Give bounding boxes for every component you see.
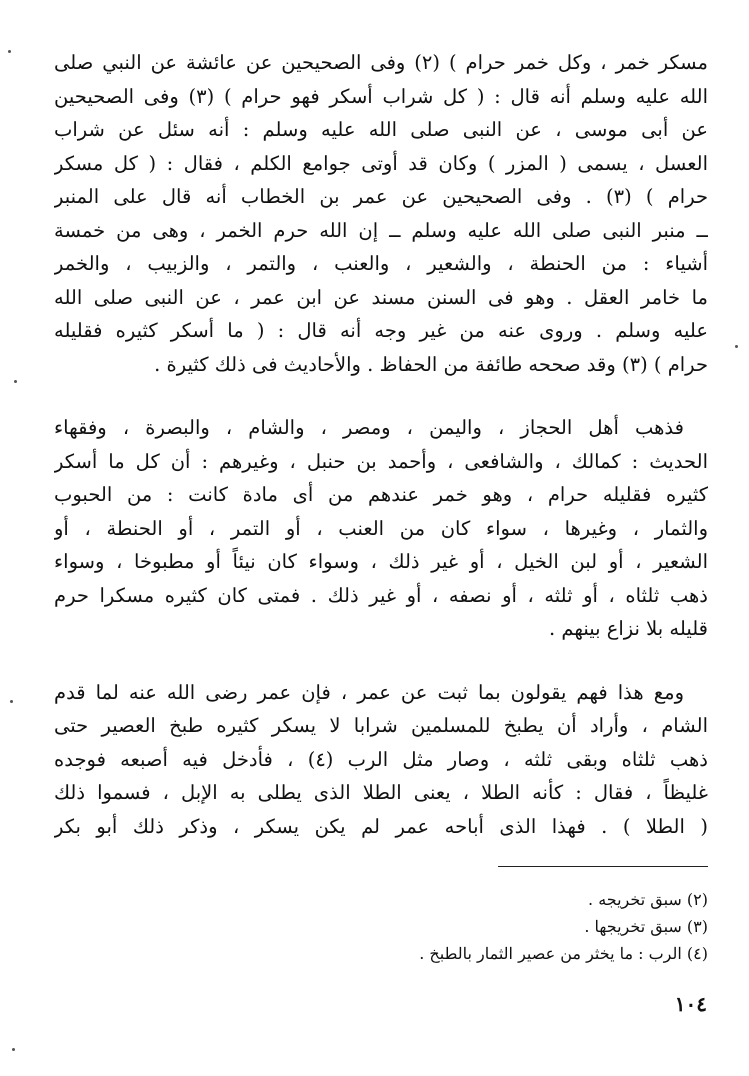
text-line: مسكر خمر ، وكل خمر حرام ) (٢) وفى الصحيحين عن عائشة عن النبي صلى: [54, 51, 708, 74]
scan-speck: [735, 345, 738, 348]
text-line: فذهب أهل الحجاز ، واليمن ، ومصر ، والشام ، والبصرة ، وفقهاء: [54, 416, 684, 439]
text-line: حرام ) (٣) . وفى الصحيحين عن عمر بن الخطاب أنه قال على المنبر: [54, 185, 708, 208]
scan-speck: [12, 1048, 15, 1051]
text-line: الله عليه وسلم أنه قال : ( كل شراب أسكر فهو حرام ) (٣) وفى الصحيحين: [54, 84, 708, 108]
footnote-3: (٣) سبق تخريجها .: [584, 917, 708, 936]
text-line: ــ منبر النبى صلى الله عليه وسلم ــ إن الله حرم الخمر ، وهى من خمسة: [54, 218, 708, 242]
text-line: ذهب ثلثاه ، أو ثلثه ، أو نصفه ، أو غير ذلك . فمتى كان كثيره مسكرا حرم: [54, 583, 708, 607]
text-line: ذهب ثلثاه وبقى ثلثه ، وصار مثل الرب (٤) ، فأدخل فيه أصبعه فوجده: [54, 747, 708, 771]
scan-speck: [8, 50, 11, 53]
main-text: [54, 46, 708, 843]
text-line: عليه وسلم . وروى عنه من غير وجه أنه قال : ( ما أسكر كثيره فقليله: [54, 319, 708, 342]
scan-speck: [10, 700, 13, 703]
text-line: ما خامر العقل . وهو فى السنن مسند عن ابن عمر ، عن النبى صلى الله: [54, 285, 708, 309]
text-line: ( الطلا ) . فهذا الذى أباحه عمر لم يكن يسكر ، وذكر ذلك أبو بكر: [54, 814, 708, 838]
text-line: عن أبى موسى ، عن النبى صلى الله عليه وسلم : أنه سئل عن شراب: [54, 118, 708, 141]
text-line: حرام ) (٣) وقد صححه طائفة من الحفاظ . والأحاديث فى ذلك كثيرة .: [154, 352, 708, 376]
footnote-divider: [498, 866, 708, 867]
text-line: العسل ، يسمى ( المزر ) وكان قد أوتى جوامع الكلم ، فقال : ( كل مسكر: [54, 151, 708, 175]
paragraph-2: [54, 411, 708, 646]
page-number: ١٠٤: [674, 992, 707, 1016]
footnote-2: (٢) سبق تخريجه .: [588, 890, 708, 909]
scan-speck: [14, 380, 17, 383]
text-line: والثمار ، وغيرها ، سواء كان من العنب ، أو التمر ، أو الحنطة ، أو: [54, 516, 708, 540]
text-line: قليله بلا نزاع بينهم .: [548, 617, 708, 640]
footnote-4: (٤) الرب : ما يخثر من عصير الثمار بالطبخ .: [419, 944, 708, 963]
paragraph-1: [54, 46, 708, 381]
paragraph-3: [54, 676, 708, 844]
text-line: أشياء : من الحنطة ، والشعير ، والعنب ، والتمر ، والزبيب ، والخمر: [54, 252, 708, 275]
text-line: الشام ، وأراد أن يطبخ للمسلمين شرابا لا يسكر كثيره طبخ العصير حتى: [54, 714, 708, 737]
text-line: غليظاً ، فقال : كأنه الطلا ، يعنى الطلا الذى يطلى به الإبل ، فسموا ذلك: [54, 781, 708, 804]
text-line: كثيره فقليله حرام ، وهو خمر عندهم من أى مادة كانت : من الحبوب: [54, 483, 708, 506]
text-line: الحديث : كمالك ، والشافعى ، وأحمد بن حنبل ، وغيرهم : أن كل ما أسكر: [54, 449, 708, 473]
text-line: ومع هذا فهم يقولون بما ثبت عن عمر ، فإن عمر رضى الله عنه لما قدم: [54, 680, 684, 704]
text-line: الشعير ، أو لبن الخيل ، أو غير ذلك ، وسواء كان نيئاً أو مطبوخا ، وسواء: [54, 550, 708, 573]
footnotes: [288, 886, 708, 967]
